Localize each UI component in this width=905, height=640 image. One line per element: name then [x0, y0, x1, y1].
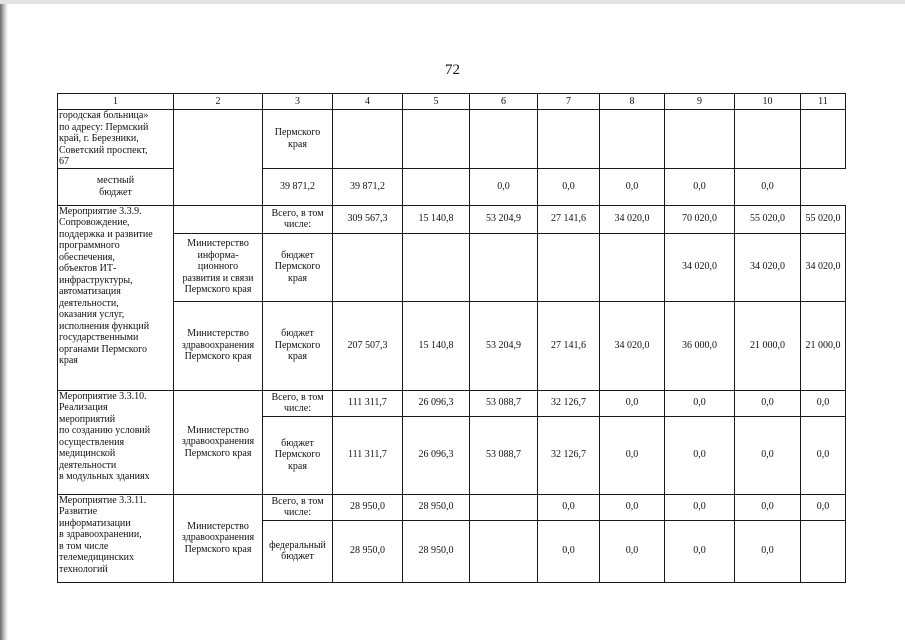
- amount-cell: 0,0: [600, 494, 665, 520]
- activity-name-cell: Мероприятие 3.3.10. Реализация мероприятий по созданию условий осуществления медицинской деятельности в модульных зданиях: [58, 390, 174, 494]
- amount-cell: 0,0: [538, 494, 600, 520]
- funding-source-cell: бюджет Пермского края: [263, 416, 333, 494]
- amount-cell: 0,0: [801, 390, 846, 416]
- amount-cell: 0,0: [665, 168, 735, 205]
- amount-cell: [600, 233, 665, 301]
- amount-cell: [801, 520, 846, 582]
- column-number-cell: 2: [174, 94, 263, 110]
- amount-cell: [333, 110, 403, 169]
- scan-shadow-top: [0, 0, 905, 4]
- amount-cell: 27 141,6: [538, 205, 600, 233]
- amount-cell: [470, 110, 538, 169]
- table-row: [58, 205, 846, 233]
- amount-cell: 27 141,6: [538, 301, 600, 390]
- amount-cell: 70 020,0: [665, 205, 735, 233]
- executor-cell: Министерство здравоохранения Пермского края: [174, 390, 263, 494]
- amount-cell: [470, 520, 538, 582]
- amount-cell: 53 204,9: [470, 205, 538, 233]
- amount-cell: 21 000,0: [801, 301, 846, 390]
- column-number-cell: 9: [665, 94, 735, 110]
- column-number-cell: 1: [58, 94, 174, 110]
- activity-name-cell: Мероприятие 3.3.9. Сопровождение, поддержка и развитие программного обеспечения, объектов ИТ- инфраструктуры, автоматизация деятельности, оказания услуг, исполнения функций государственными органами Пермского края: [58, 205, 174, 390]
- amount-cell: [470, 233, 538, 301]
- executor-cell: Министерство здравоохранения Пермского края: [174, 301, 263, 390]
- amount-cell: [333, 233, 403, 301]
- amount-cell: 32 126,7: [538, 416, 600, 494]
- table-row: [58, 233, 846, 301]
- amount-cell: 28 950,0: [403, 494, 470, 520]
- executor-cell: [174, 205, 263, 233]
- amount-cell: 0,0: [470, 168, 538, 205]
- amount-cell: 0,0: [801, 416, 846, 494]
- amount-cell: [665, 110, 735, 169]
- column-number-cell: 10: [735, 94, 801, 110]
- funding-source-cell: федеральный бюджет: [263, 520, 333, 582]
- executor-cell: Министерство здравоохранения Пермского края: [174, 494, 263, 582]
- amount-cell: 0,0: [801, 494, 846, 520]
- amount-cell: [600, 110, 665, 169]
- amount-cell: 0,0: [735, 390, 801, 416]
- table-row: [58, 390, 846, 416]
- amount-cell: 15 140,8: [403, 301, 470, 390]
- amount-cell: 0,0: [538, 168, 600, 205]
- amount-cell: 34 020,0: [801, 233, 846, 301]
- amount-cell: 53 088,7: [470, 416, 538, 494]
- amount-cell: [403, 233, 470, 301]
- amount-cell: 34 020,0: [665, 233, 735, 301]
- amount-cell: 0,0: [665, 390, 735, 416]
- table-row: [58, 494, 846, 520]
- activity-name-cell: городская больница» по адресу: Пермский край, г. Березники, Советский проспект, 67: [58, 110, 174, 169]
- amount-cell: 55 020,0: [801, 205, 846, 233]
- column-number-row: [58, 94, 846, 110]
- amount-cell: 39 871,2: [263, 168, 333, 205]
- amount-cell: 0,0: [665, 416, 735, 494]
- amount-cell: 28 950,0: [403, 520, 470, 582]
- column-number-cell: 5: [403, 94, 470, 110]
- funding-source-cell: Пермского края: [263, 110, 333, 169]
- funding-source-cell: бюджет Пермского края: [263, 301, 333, 390]
- amount-cell: 0,0: [735, 520, 801, 582]
- funding-source-cell: Всего, в том числе:: [263, 494, 333, 520]
- amount-cell: 53 088,7: [470, 390, 538, 416]
- amount-cell: 21 000,0: [735, 301, 801, 390]
- amount-cell: [801, 110, 846, 169]
- amount-cell: 32 126,7: [538, 390, 600, 416]
- amount-cell: 0,0: [735, 416, 801, 494]
- amount-cell: [403, 168, 470, 205]
- amount-cell: 0,0: [600, 168, 665, 205]
- executor-cell: [174, 110, 263, 206]
- column-number-cell: 8: [600, 94, 665, 110]
- amount-cell: 26 096,3: [403, 390, 470, 416]
- funding-source-cell: местный бюджет: [58, 168, 174, 205]
- funding-source-cell: Всего, в том числе:: [263, 390, 333, 416]
- column-number-cell: 11: [801, 94, 846, 110]
- amount-cell: 0,0: [735, 168, 801, 205]
- amount-cell: 15 140,8: [403, 205, 470, 233]
- amount-cell: [538, 110, 600, 169]
- funding-source-cell: Всего, в том числе:: [263, 205, 333, 233]
- amount-cell: [735, 110, 801, 169]
- column-number-cell: 7: [538, 94, 600, 110]
- amount-cell: 36 000,0: [665, 301, 735, 390]
- amount-cell: 111 311,7: [333, 390, 403, 416]
- amount-cell: [538, 233, 600, 301]
- amount-cell: 111 311,7: [333, 416, 403, 494]
- funding-source-cell: бюджет Пермского края: [263, 233, 333, 301]
- amount-cell: 0,0: [735, 494, 801, 520]
- amount-cell: 34 020,0: [735, 233, 801, 301]
- amount-cell: 55 020,0: [735, 205, 801, 233]
- table-row: [58, 110, 846, 169]
- page-number: 72: [445, 62, 460, 78]
- amount-cell: 0,0: [665, 520, 735, 582]
- amount-cell: 207 507,3: [333, 301, 403, 390]
- amount-cell: 0,0: [538, 520, 600, 582]
- column-number-cell: 6: [470, 94, 538, 110]
- table-row: [58, 301, 846, 390]
- amount-cell: 28 950,0: [333, 494, 403, 520]
- amount-cell: 34 020,0: [600, 301, 665, 390]
- amount-cell: [403, 110, 470, 169]
- column-number-cell: 4: [333, 94, 403, 110]
- amount-cell: 53 204,9: [470, 301, 538, 390]
- executor-cell: Министерство информа- ционного развития и связи Пермского края: [174, 233, 263, 301]
- activity-name-cell: Мероприятие 3.3.11. Развитие информатизации в здравоохранении, в том числе телемедицинских технологий: [58, 494, 174, 582]
- scan-shadow-left: [0, 0, 8, 640]
- amount-cell: 0,0: [600, 416, 665, 494]
- amount-cell: 0,0: [600, 390, 665, 416]
- amount-cell: 0,0: [600, 520, 665, 582]
- amount-cell: 28 950,0: [333, 520, 403, 582]
- amount-cell: [470, 494, 538, 520]
- amount-cell: 0,0: [665, 494, 735, 520]
- amount-cell: 39 871,2: [333, 168, 403, 205]
- amount-cell: 34 020,0: [600, 205, 665, 233]
- amount-cell: 309 567,3: [333, 205, 403, 233]
- amount-cell: 26 096,3: [403, 416, 470, 494]
- column-number-cell: 3: [263, 94, 333, 110]
- budget-table: [57, 93, 846, 583]
